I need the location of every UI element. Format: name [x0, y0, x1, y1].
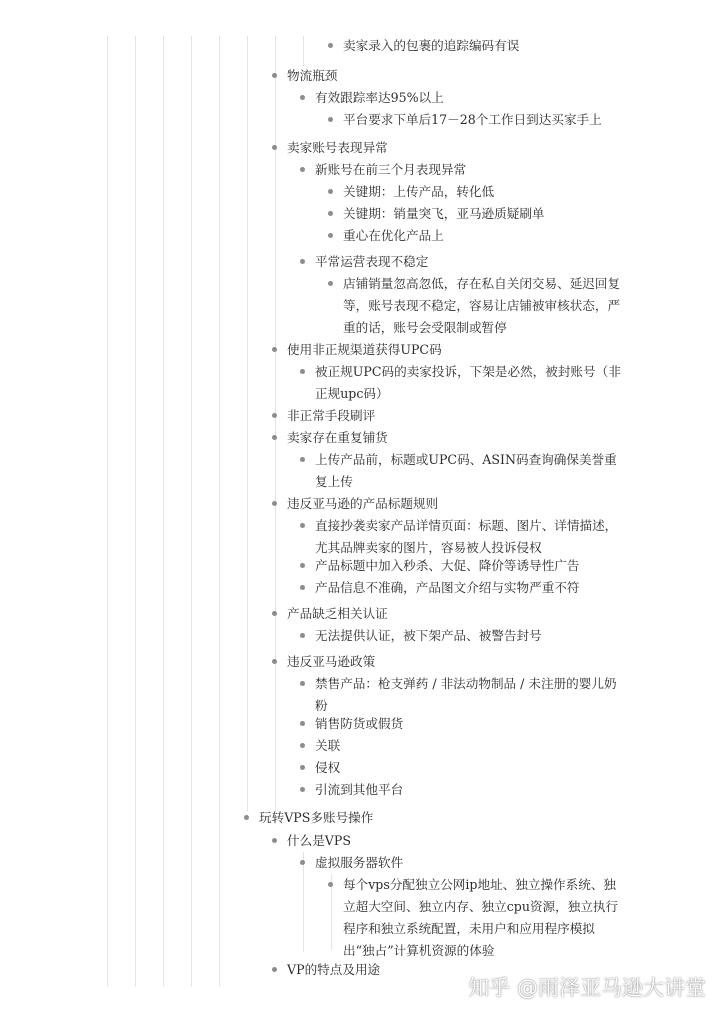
bullet-dot-icon — [300, 743, 305, 748]
bullet-dot-icon — [272, 347, 277, 352]
bullet-dot-icon — [300, 167, 305, 172]
outline-item-text: 复上传 — [315, 474, 353, 489]
outline-item-text: 正规upc码） — [315, 386, 389, 401]
bullet-dot-icon — [328, 281, 333, 286]
bullet-dot-icon — [300, 681, 305, 686]
outline-item-text: 什么是VPS — [287, 833, 351, 848]
outline-item-text: 关联 — [315, 738, 341, 753]
outline-item-text: 卖家存在重复铺货 — [287, 430, 388, 445]
outline-item-text: 等，账号表现不稳定，容易让店铺被审核状态，严 — [343, 298, 621, 313]
bullet-dot-icon — [272, 435, 277, 440]
indent-guide-4 — [191, 36, 192, 986]
bullet-dot-icon — [300, 765, 305, 770]
outline-item-text: 无法提供认证，被下架产品、被警告封号 — [315, 628, 542, 643]
outline-item-text: 卖家账号表现异常 — [287, 140, 388, 155]
bullet-dot-icon — [272, 413, 277, 418]
outline-item-text: 新账号在前三个月表现异常 — [315, 162, 467, 177]
outline-item-text: 重的话，账号会受限制或暂停 — [343, 320, 507, 335]
outline-item-text: 立超大空间、独立内存、独立cpu资源，独立执行 — [343, 899, 619, 914]
outline-item-text: 平常运营表现不稳定 — [315, 254, 429, 269]
outline-item-text: VP的特点及用途 — [287, 962, 381, 977]
outline-item-text: 卖家录入的包裹的追踪编码有误 — [343, 38, 520, 53]
outline-item-text: 违反亚马逊的产品标题规则 — [287, 496, 439, 511]
bullet-dot-icon — [300, 633, 305, 638]
outline-item-text: 上传产品前，标题或UPC码、ASIN码查询确保美誉重 — [315, 452, 617, 467]
bullet-dot-icon — [300, 259, 305, 264]
indent-guide-1 — [107, 36, 108, 986]
bullet-dot-icon — [328, 211, 333, 216]
outline-item-text: 违反亚马逊政策 — [287, 654, 376, 669]
watermark: 知乎 @雨泽亚马逊大讲堂 — [468, 976, 706, 1000]
outline-item-text: 重心在优化产品上 — [343, 228, 444, 243]
bullet-dot-icon — [272, 659, 277, 664]
bullet-dot-icon — [300, 787, 305, 792]
outline-item-text: 使用非正规渠道获得UPC码 — [287, 342, 442, 357]
outline-item-text: 平台要求下单后17－28个工作日到达买家手上 — [343, 112, 602, 127]
outline-item-text: 尤其品牌卖家的图片，容易被人投诉侵权 — [315, 540, 542, 555]
bullet-dot-icon — [300, 860, 305, 865]
indent-guide-6 — [247, 36, 248, 811]
bullet-dot-icon — [300, 95, 305, 100]
bullet-dot-icon — [244, 815, 249, 820]
indent-guide-10 — [303, 852, 304, 952]
outline-item-text: 物流瓶颈 — [287, 68, 338, 83]
outline-item-text: 店铺销量忽高忽低，存在私自关闭交易、延迟回复 — [343, 276, 621, 291]
outline-item-text: 禁售产品：枪支弹药 / 非法动物制品 / 未注册的婴儿奶 — [315, 676, 617, 691]
outline-item-text: 虚拟服务器软件 — [315, 855, 404, 870]
bullet-dot-icon — [272, 967, 277, 972]
bullet-dot-icon — [328, 117, 333, 122]
bullet-dot-icon — [328, 43, 333, 48]
outline-item-text: 出“独占”计算机资源的体验 — [343, 943, 495, 958]
bullet-dot-icon — [300, 563, 305, 568]
outline-item-text: 直接抄袭卖家产品详情页面：标题、图片、详情描述， — [315, 518, 618, 533]
outline-item-text: 玩转VPS多账号操作 — [259, 810, 374, 825]
outline-item-text: 非正常手段刷评 — [287, 408, 376, 423]
bullet-dot-icon — [328, 882, 333, 887]
outline-item-text: 引流到其他平台 — [315, 782, 404, 797]
outline-item-text: 销售防货或假货 — [315, 716, 404, 731]
outline-item-text: 产品信息不准确，产品图文介绍与实物严重不符 — [315, 580, 580, 595]
bullet-dot-icon — [300, 585, 305, 590]
outline-item-text: 每个vps分配独立公网ip地址、独立操作系统、独 — [343, 877, 617, 892]
bullet-dot-icon — [272, 838, 277, 843]
outline-item-text: 有效跟踪率达95%以上 — [315, 90, 444, 105]
bullet-dot-icon — [272, 73, 277, 78]
outline-item-text: 侵权 — [315, 760, 341, 775]
indent-guide-8 — [303, 36, 304, 66]
outline-item-text: 产品标题中加入秒杀、大促、降价等诱导性广告 — [315, 558, 580, 573]
bullet-dot-icon — [328, 189, 333, 194]
indent-guide-2 — [135, 36, 136, 986]
outline-item-text: 被正规UPC码的卖家投诉，下架是必然，被封账号（非 — [315, 364, 621, 379]
bullet-dot-icon — [300, 721, 305, 726]
bullet-dot-icon — [328, 233, 333, 238]
indent-guide-5 — [219, 36, 220, 986]
bullet-dot-icon — [272, 501, 277, 506]
outline-item-text: 关键期：上传产品，转化低 — [343, 184, 495, 199]
bullet-dot-icon — [272, 145, 277, 150]
bullet-dot-icon — [300, 369, 305, 374]
bullet-dot-icon — [300, 523, 305, 528]
outline-item-text: 程序和独立系统配置，未用户和应用程序模拟 — [343, 921, 595, 936]
bullet-dot-icon — [300, 457, 305, 462]
bullet-dot-icon — [272, 611, 277, 616]
indent-guide-7 — [275, 36, 276, 812]
outline-item-text: 粉 — [315, 698, 328, 713]
indent-guide-3 — [163, 36, 164, 986]
outline-item-text: 产品缺乏相关认证 — [287, 606, 388, 621]
outline-item-text: 关键期：销量突飞，亚马逊质疑刷单 — [343, 206, 545, 221]
